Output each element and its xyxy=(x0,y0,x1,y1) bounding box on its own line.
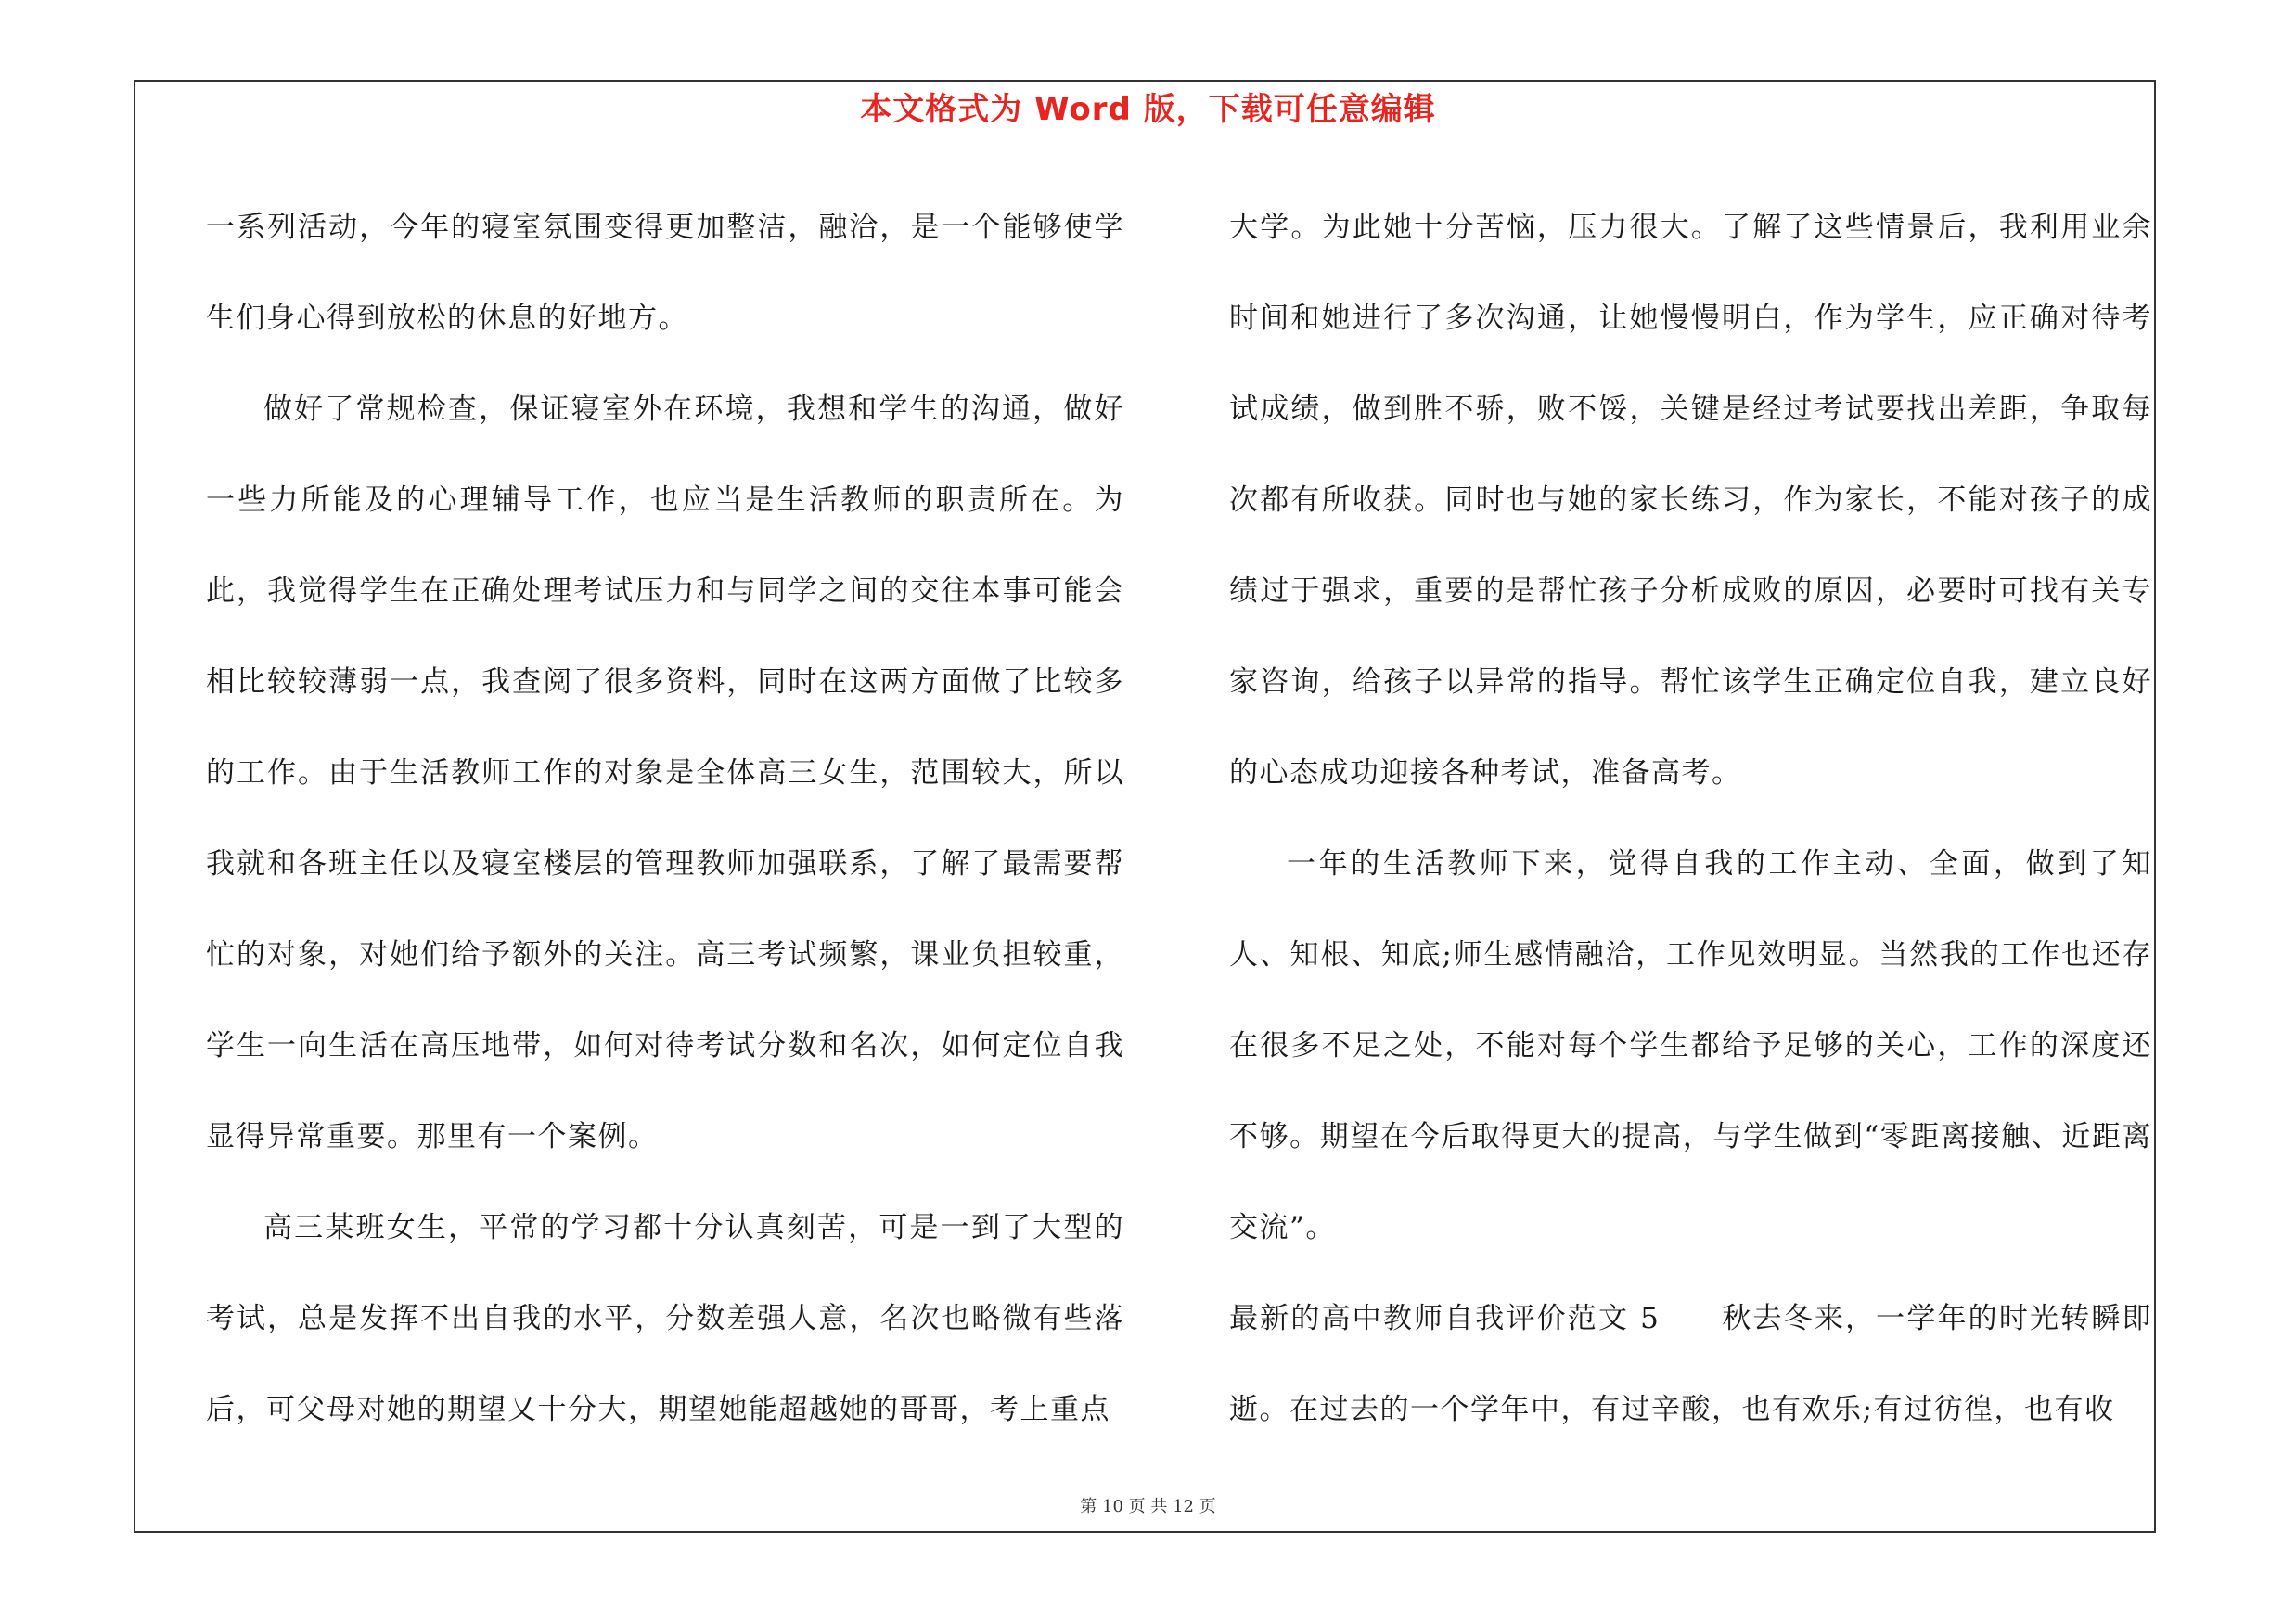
paragraph-left-2: 做好了常规检查，保证寝室外在环境，我想和学生的沟通，做好一些力所能及的心理辅导工作，也应当是生活教师的职责所在。为此，我觉得学生在正确处理考试压力和与同学之间的交往本事可能会相比较较薄弱一点，我查阅了很多资料，同时在这两方面做了比较多的工作。由于生活教师工作的对象是全体高三女生，范围较大，所以我就和各班主任以及寝室楼层的管理教师加强联系，了解了最需要帮忙的对象，对她们给予额外的关注。高三考试频繁，课业负担较重，学生一向生活在高压地带，如何对待考试分数和名次，如何定位自我显得异常重要。那里有一个案例。 xyxy=(206,393,1124,1153)
page-footer: 第 10 页 共 12 页 xyxy=(1080,1497,1216,1516)
paragraph-right-2: 一年的生活教师下来，觉得自我的工作主动、全面，做到了知人、知根、知底;师生感情融洽，工作见效明显。当然我的工作也还存在很多不足之处，不能对每个学生都给予足够的关心，工作的深度还不够。期望在今后取得更大的提高，与学生做到“零距离接触、近距离交流”。 xyxy=(1229,847,2152,1244)
paragraph-right-1: 大学。为此她十分苦恼，压力很大。了解了这些情景后，我利用业余时间和她进行了多次沟通，让她慢慢明白，作为学生，应正确对待考试成绩，做到胜不骄，败不馁，关键是经过考试要找出差距，争取每次都有所收获。同时也与她的家长练习，作为家长，不能对孩子的成绩过于强求，重要的是帮忙孩子分析成败的原因，必要时可找有关专家咨询，给孩子以异常的指导。帮忙该学生正确定位自我，建立良好的心态成功迎接各种考试，准备高考。 xyxy=(1229,211,2152,790)
paragraph-left-3: 高三某班女生，平常的学习都十分认真刻苦，可是一到了大型的考试，总是发挥不出自我的水平，分数差强人意，名次也略微有些落后，可父母对她的期望又十分大，期望她能超越她的哥哥，考上重点 xyxy=(206,1211,1124,1426)
right-column xyxy=(1229,182,2152,1455)
paragraph-left-1: 一系列活动，今年的寝室氛围变得更加整洁，融洽，是一个能够使学生们身心得到放松的休息的好地方。 xyxy=(206,211,1124,335)
paragraph-right-3: 最新的高中教师自我评价范文 5 秋去冬来，一学年的时光转瞬即逝。在过去的一个学年中，有过辛酸，也有欢乐;有过彷徨，也有收 xyxy=(1229,1302,2152,1426)
left-column xyxy=(206,182,1124,1455)
header-banner: 本文格式为 Word 版，下载可任意编辑 xyxy=(860,91,1436,128)
